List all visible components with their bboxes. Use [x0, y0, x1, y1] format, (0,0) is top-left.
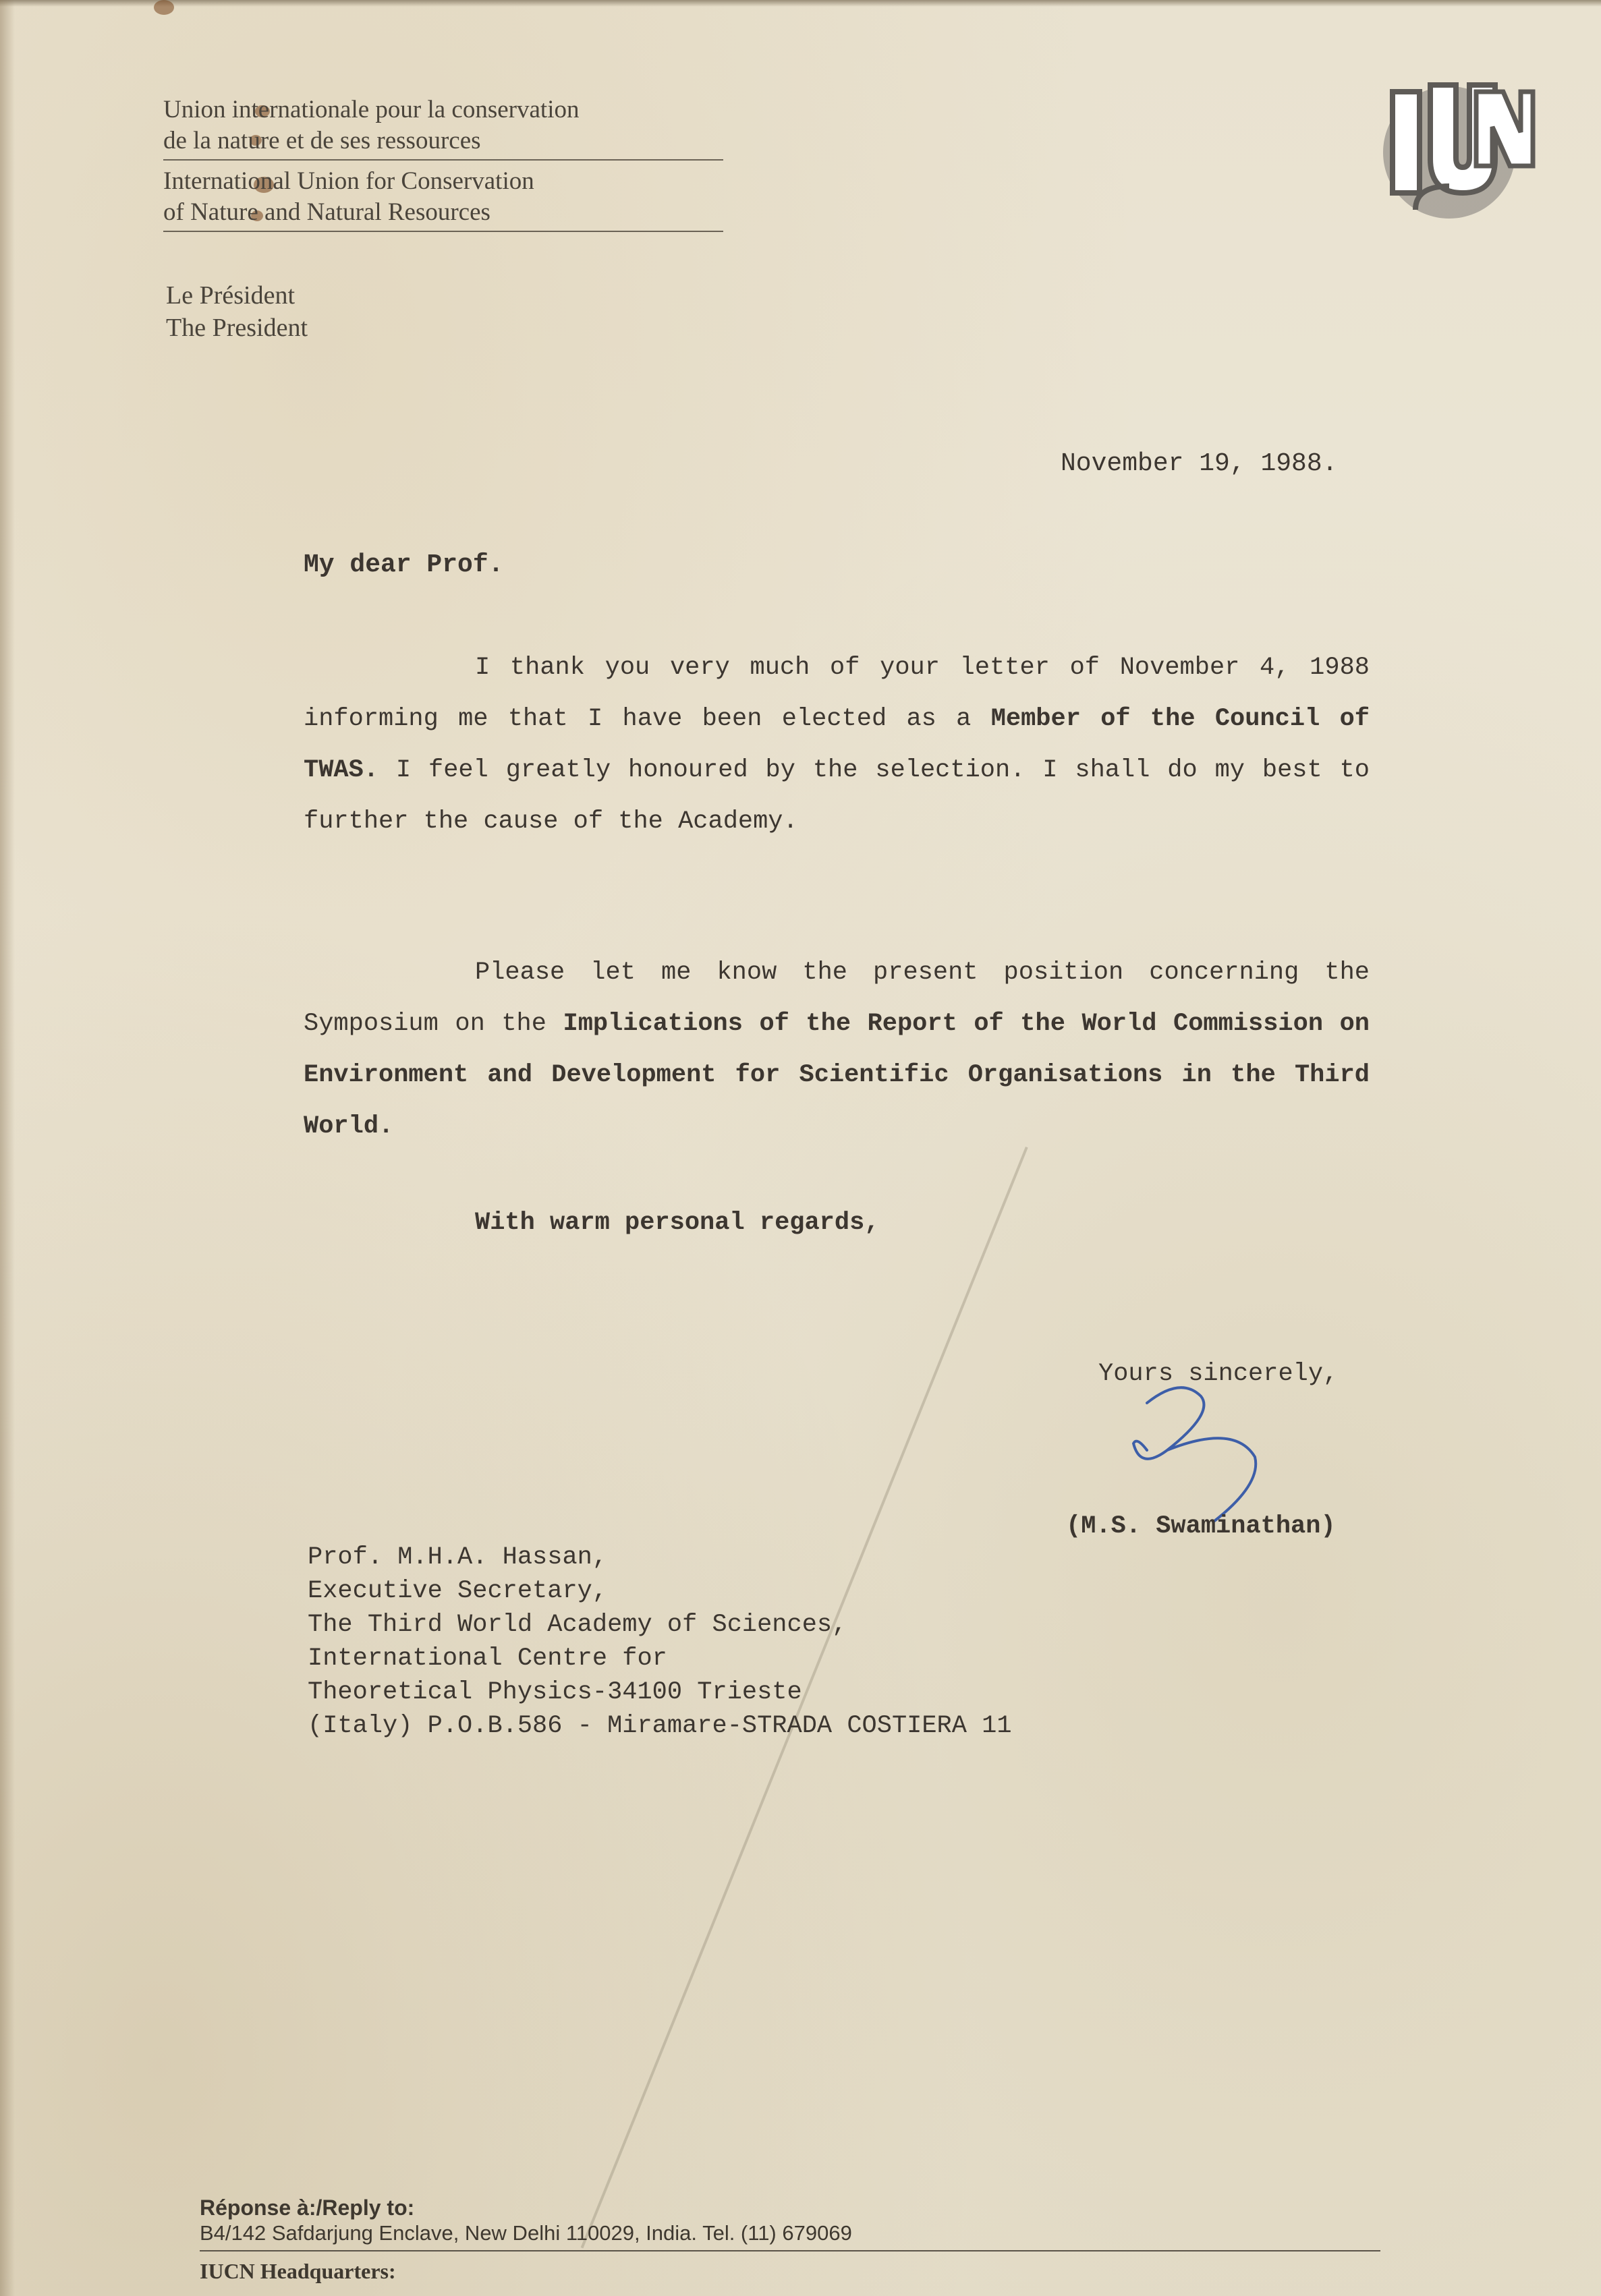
- sender-title: [166, 279, 308, 344]
- sender-title-french: Le Président: [166, 281, 296, 310]
- footer-divider: [200, 2250, 1380, 2251]
- paper-stain: [154, 0, 174, 15]
- paragraph-text: I feel greatly honoured by the selection. I shall do my best to further the cause of the Academy.: [304, 756, 1370, 836]
- letterhead-divider: [163, 159, 723, 161]
- signer-name: (M.S. Swaminathan): [1066, 1512, 1336, 1541]
- valediction: Yours sincerely,: [1098, 1360, 1339, 1388]
- recipient-address-line: International Centre for: [308, 1644, 667, 1673]
- page-edge-shadow: [0, 0, 1601, 7]
- handwritten-signature: [1120, 1376, 1275, 1524]
- letterhead-english-line1: International Union for Conservation: [163, 167, 534, 195]
- recipient-address-line: Executive Secretary,: [308, 1577, 608, 1605]
- paragraph-emphasis: Implications of the Report of the World Commission on Environment and Development for Scientific Organisations in the Third World.: [304, 1010, 1370, 1141]
- letterhead-footer: [200, 2195, 1380, 2284]
- reply-to-heading: Réponse à:/Reply to:: [200, 2195, 415, 2220]
- body-paragraph-2: [304, 947, 1370, 1152]
- letterhead-divider: [163, 231, 723, 232]
- letterhead-french-line1: Union internationale pour la conservation: [163, 96, 580, 123]
- recipient-address-line: Prof. M.H.A. Hassan,: [308, 1543, 608, 1572]
- paragraph-text: Please let me know the present position concerning the Symposium on the: [304, 958, 1370, 1038]
- iucn-logo: [1368, 65, 1537, 227]
- headquarters-heading: IUCN Headquarters:: [200, 2259, 396, 2283]
- page-edge-shadow: [0, 0, 15, 2296]
- reply-to-address: B4/142 Safdarjung Enclave, New Delhi 110029, India. Tel. (11) 679069: [200, 2221, 852, 2245]
- letter-date: November 19, 1988.: [1061, 449, 1338, 478]
- recipient-address-line: The Third World Academy of Sciences,: [308, 1611, 847, 1639]
- recipient-address: [308, 1541, 1012, 1743]
- letterhead: [163, 94, 730, 232]
- letterhead-english-line2: of Nature and Natural Resources: [163, 198, 490, 226]
- recipient-address-line: (Italy) P.O.B.586 - Miramare-STRADA COSTIERA 11: [308, 1712, 1012, 1740]
- sender-title-english: The President: [166, 314, 308, 342]
- salutation: My dear Prof.: [304, 550, 504, 579]
- body-paragraph-1: [304, 642, 1370, 847]
- paragraph-emphasis: Member of the Council of TWAS.: [304, 705, 1370, 784]
- letterhead-french-line2: de la nature et de ses ressources: [163, 127, 481, 154]
- paragraph-text: I thank you very much of your letter of November 4, 1988 informing me that I have been elected as a: [304, 654, 1370, 733]
- closing-line: With warm personal regards,: [475, 1209, 880, 1237]
- recipient-address-line: Theoretical Physics-34100 Trieste: [308, 1678, 802, 1706]
